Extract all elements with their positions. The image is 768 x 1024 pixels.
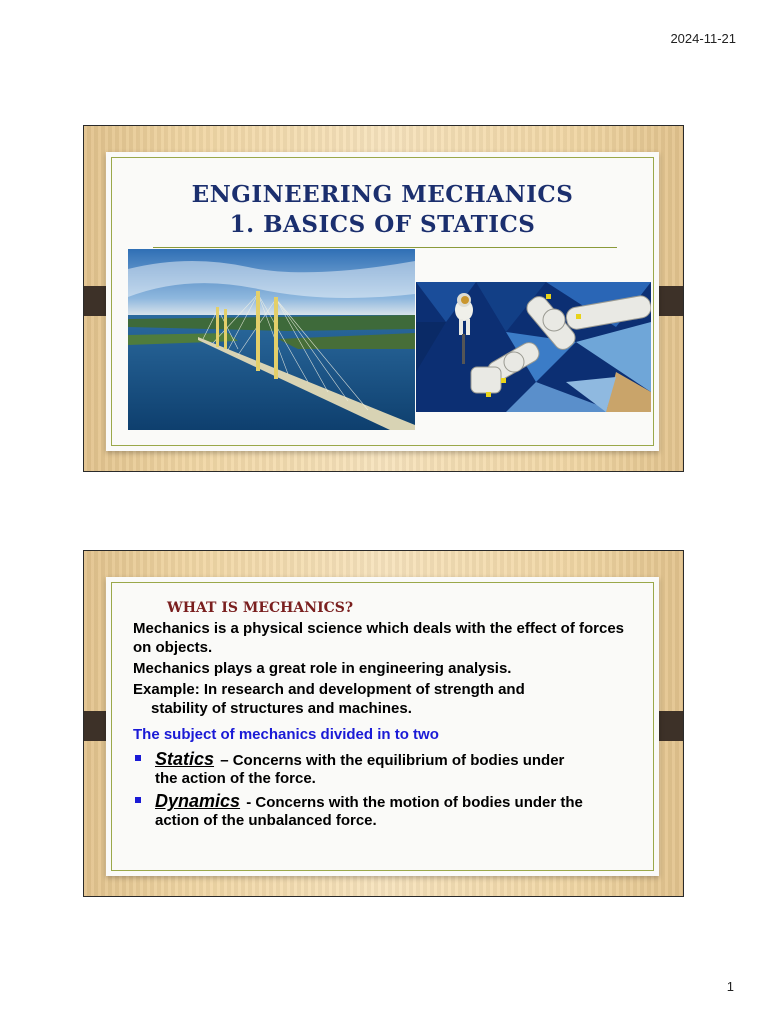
slide-heading: WHAT IS MECHANICS? (167, 600, 354, 616)
title-divider (153, 247, 617, 248)
robot-arm-photo (416, 282, 651, 412)
bullet-dynamics (133, 792, 639, 830)
paragraph-role: Mechanics plays a great role in engineering analysis. (133, 660, 512, 677)
slide-what-is-mechanics (83, 550, 684, 897)
dynamics-desc-line-2: action of the unbalanced force. (155, 812, 377, 829)
statics-desc-line-1: – Concerns with the equilibrium of bodies under (216, 752, 565, 769)
example-line-2: stability of structures and machines. (151, 700, 412, 717)
bullet-square-icon (135, 797, 141, 803)
term-dynamics: Dynamics (155, 791, 241, 811)
bridge-photo (128, 249, 415, 430)
bullet-square-icon (135, 755, 141, 761)
bullet-statics (133, 750, 639, 788)
title-line-1: ENGINEERING MECHANICS (191, 181, 574, 208)
term-statics: Statics (155, 749, 215, 769)
paragraph-example (133, 680, 639, 718)
paragraph-definition: Mechanics is a physical science which deals with the effect of forces on objects. (133, 620, 625, 656)
slide-card (106, 577, 659, 876)
page-number: 1 (726, 979, 734, 994)
title-line-2: 1. BASICS OF STATICS (229, 211, 536, 238)
slide-title (83, 125, 684, 472)
slide-content (133, 599, 639, 830)
statics-desc-line-2: the action of the force. (155, 770, 316, 787)
slide-title-text (106, 180, 659, 240)
slide-card (106, 152, 659, 451)
page-date: 2024-11-21 (670, 31, 736, 46)
subject-heading: The subject of mechanics divided in to two (133, 726, 439, 743)
example-line-1: Example: In research and development of strength and (133, 681, 525, 698)
dynamics-desc-line-1: - Concerns with the motion of bodies under the (242, 794, 583, 811)
